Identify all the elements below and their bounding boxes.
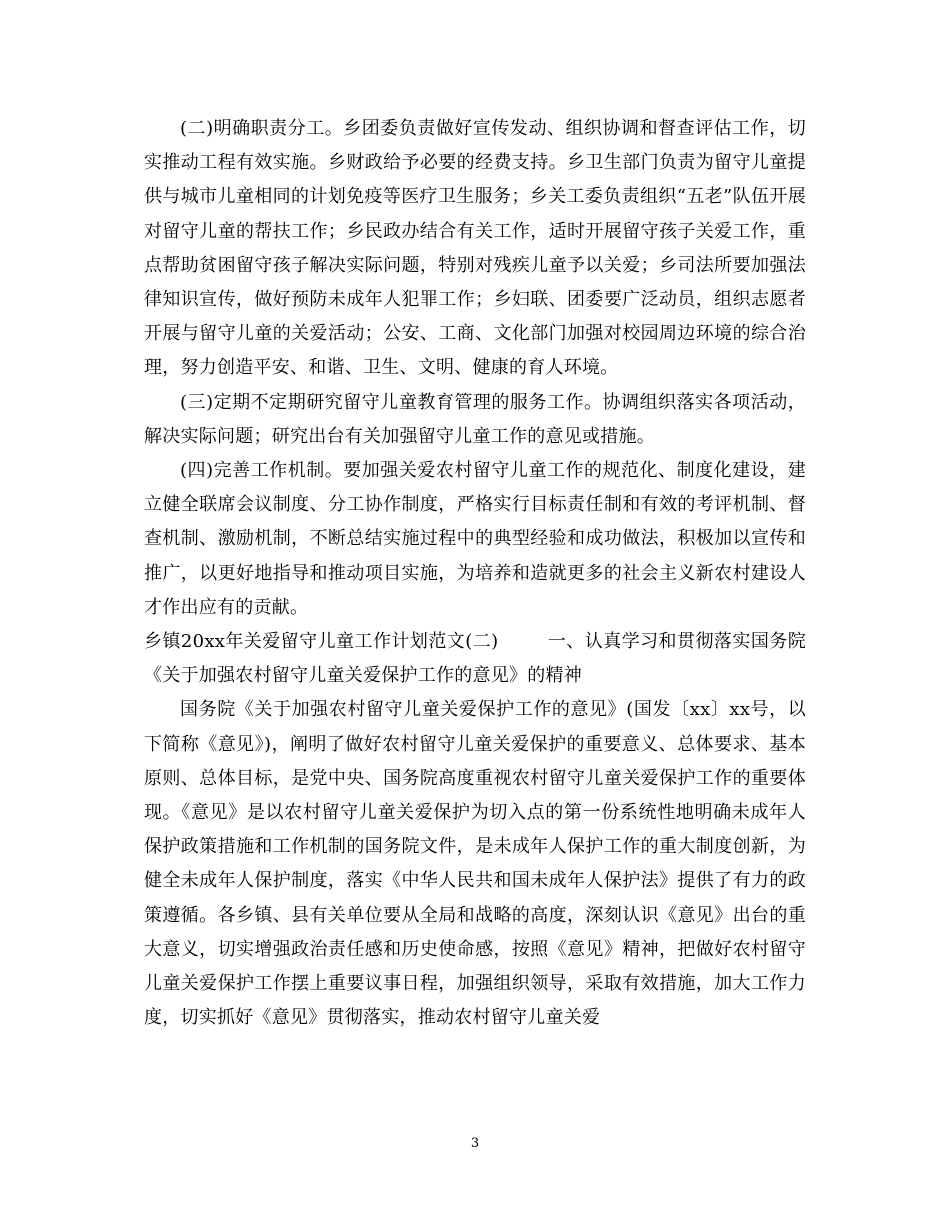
paragraph-state-council-opinion: 国务院《关于加强农村留守儿童关爱保护工作的意见》(国发〔xx〕xx号，以下简称《意见》)，阐明了做好农村留守儿童关爱保护的重要意义、总体要求、基本原则、总体目标，是党中央、国务院高度重视农村留守儿童关爱保护工作的重要体现。《意见》是以农村留守儿童关爱保护为切入点的第一份系统性地明确未成年人保护政策措施和工作机制的国务院文件，是未成年人保护工作的重大制度创新，为健全未成年人保护制度，落实《中华人民共和国未成年人保护法》提供了有力的政策遵循。各乡镇、县有关单位要从全局和战略的高度，深刻认识《意见》出台的重大意义，切实增强政治责任感和历史使命感，按照《意见》精神，把做好农村留守儿童关爱保护工作摆上重要议事日程，加强组织领导，采取有效措施，加大工作力度，切实抓好《意见》贯彻落实，推动农村留守儿童关爱: [144, 699, 806, 1029]
page-number: 3: [470, 1136, 480, 1151]
document-body: [144, 112, 806, 1035]
section-heading-plan-two: 乡镇20xx年关爱留守儿童工作计划范文(二) 一、认真学习和贯彻落实国务院《关于加强农村留守儿童关爱保护工作的意见》的精神: [144, 631, 806, 687]
paragraph-responsibility-division: (二)明确职责分工。乡团委负责做好宣传发动、组织协调和督查评估工作，切实推动工程有效实施。乡财政给予必要的经费支持。乡卫生部门负责为留守儿童提供与城市儿童相同的计划免疫等医疗卫生服务；乡关工委负责组织“五老”队伍开展对留守儿童的帮扶工作；乡民政办结合有关工作，适时开展留守孩子关爱工作，重点帮助贫困留守孩子解决实际问题，特别对残疾儿童予以关爱；乡司法所要加强法律知识宣传，做好预防未成年人犯罪工作；乡妇联、团委要广泛动员，组织志愿者开展与留守儿童的关爱活动；公安、工商、文化部门加强对校园周边环境的综合治理，努力创造平安、和谐、卫生、文明、健康的育人环境。: [144, 118, 806, 379]
paragraph-regular-research: (三)定期不定期研究留守儿童教育管理的服务工作。协调组织落实各项活动，解决实际问题；研究出台有关加强留守儿童工作的意见或措施。: [144, 391, 806, 447]
paragraph-work-mechanism: (四)完善工作机制。要加强关爱农村留守儿童工作的规范化、制度化建设，建立健全联席会议制度、分工协作制度，严格实行目标责任制和有效的考评机制、督查机制、激励机制，不断总结实施过程中的典型经验和成功做法，积极加以宣传和推广，以更好地指导和推动项目实施，为培养和造就更多的社会主义新农村建设人才作出应有的贡献。: [144, 460, 806, 618]
